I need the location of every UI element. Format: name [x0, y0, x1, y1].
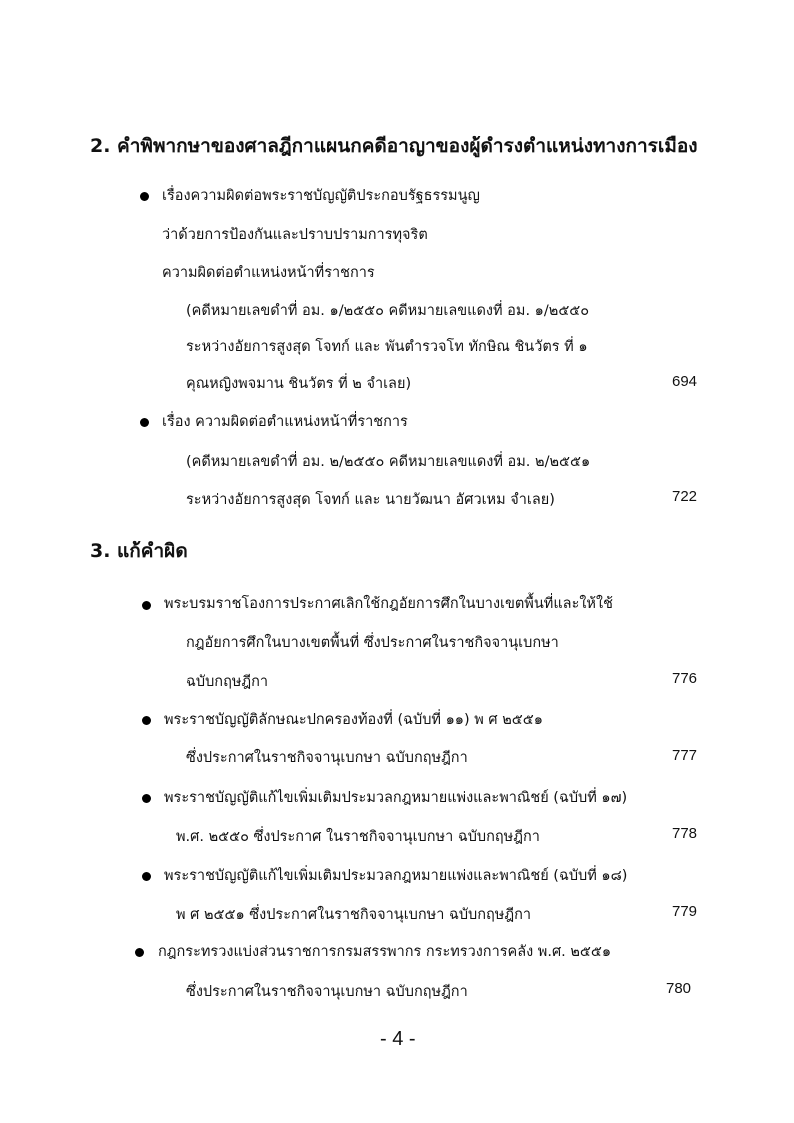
toc-item-line: กฎอัยการศึกในบางเขตพื้นที่ ซึ่งประกาศในราชกิจจานุเบกษา [186, 635, 559, 651]
bullet-icon [142, 716, 151, 725]
toc-item-line: พระราชบัญญัติแก้ไขเพิ่มเติมประมวลกฎหมายแพ่งและพาณิชย์ (ฉบับที่ ๑๘) [164, 868, 628, 884]
toc-item-line: (คดีหมายเลขดำที่ อม. ๒/๒๕๕๐ คดีหมายเลขแดงที่ อม. ๒/๒๕๕๑ [186, 454, 591, 470]
footer-page-label: - 4 - [380, 1028, 416, 1050]
toc-item-line: ว่าด้วยการป้องกันและปราบปรามการทุจริต [162, 227, 428, 243]
toc-item-line: ซึ่งประกาศในราชกิจจานุเบกษา ฉบับกฤษฎีกา [186, 984, 468, 1000]
toc-item-line: พระบรมราชโองการประกาศเลิกใช้กฎอัยการศึกในบางเขตพื้นที่และให้ใช้ [164, 596, 613, 612]
toc-page-number: 777 [672, 747, 698, 764]
toc-page-number: 779 [672, 903, 698, 920]
toc-item-line: ฉบับกฤษฎีกา [186, 674, 269, 690]
bullet-icon [140, 418, 149, 427]
toc-page-number: 776 [672, 670, 698, 687]
toc-item-line: ระหว่างอัยการสูงสุด โจทก์ และ พันตำรวจโท ทักษิณ ชินวัตร ที่ ๑ [186, 339, 588, 355]
toc-item-line: พ ศ ๒๕๕๑ ซึ่งประกาศในราชกิจจานุเบกษา ฉบับกฤษฎีกา [176, 907, 532, 923]
toc-item-line: พ.ศ. ๒๕๕๐ ซึ่งประกาศ ในราชกิจจานุเบกษา ฉบับกฤษฎีกา [176, 829, 540, 845]
bullet-icon [142, 794, 151, 803]
toc-page-number: 694 [672, 373, 698, 390]
toc-page-number: 778 [672, 825, 698, 842]
bullet-icon [142, 601, 151, 610]
bullet-icon [140, 192, 149, 201]
bullet-icon [135, 948, 144, 957]
toc-item-line: (คดีหมายเลขดำที่ อม. ๑/๒๕๕๐ คดีหมายเลขแดงที่ อม. ๑/๒๕๕๐ [186, 303, 590, 319]
toc-item-line: ความผิดต่อตำแหน่งหน้าที่ราชการ [162, 265, 375, 281]
toc-item-line: ซึ่งประกาศในราชกิจจานุเบกษา ฉบับกฤษฎีกา [186, 750, 468, 766]
toc-item-line: ระหว่างอัยการสูงสุด โจทก์ และ นายวัฒนา อัศวเหม จำเลย) [186, 492, 555, 508]
toc-item-line: คุณหญิงพจมาน ชินวัตร ที่ ๒ จำเลย) [186, 376, 412, 392]
toc-item-line: พระราชบัญญัติแก้ไขเพิ่มเติมประมวลกฎหมายแพ่งและพาณิชย์ (ฉบับที่ ๑๗) [164, 790, 628, 806]
toc-item-line: กฎกระทรวงแบ่งส่วนราชการกรมสรรพากร กระทรวงการคลัง พ.ศ. ๒๕๕๑ [158, 944, 612, 960]
section-3-heading: 3. แก้คำผิด [90, 540, 188, 562]
section-2-heading: 2. คำพิพากษาของศาลฎีกาแผนกคดีอาญาของผู้ดำรงตำแหน่งทางการเมือง [90, 135, 698, 157]
toc-item-line: พระราชบัญญัติลักษณะปกครองท้องที่ (ฉบับที่ ๑๑) พ ศ ๒๕๕๑ [164, 712, 543, 728]
toc-item-line: เรื่องความผิดต่อพระราชบัญญัติประกอบรัฐธรรมนูญ [162, 188, 480, 204]
toc-page-number: 722 [672, 488, 698, 505]
toc-page-number: 780 [666, 980, 692, 997]
toc-item-line: เรื่อง ความผิดต่อตำแหน่งหน้าที่ราชการ [162, 414, 408, 430]
bullet-icon [142, 872, 151, 881]
